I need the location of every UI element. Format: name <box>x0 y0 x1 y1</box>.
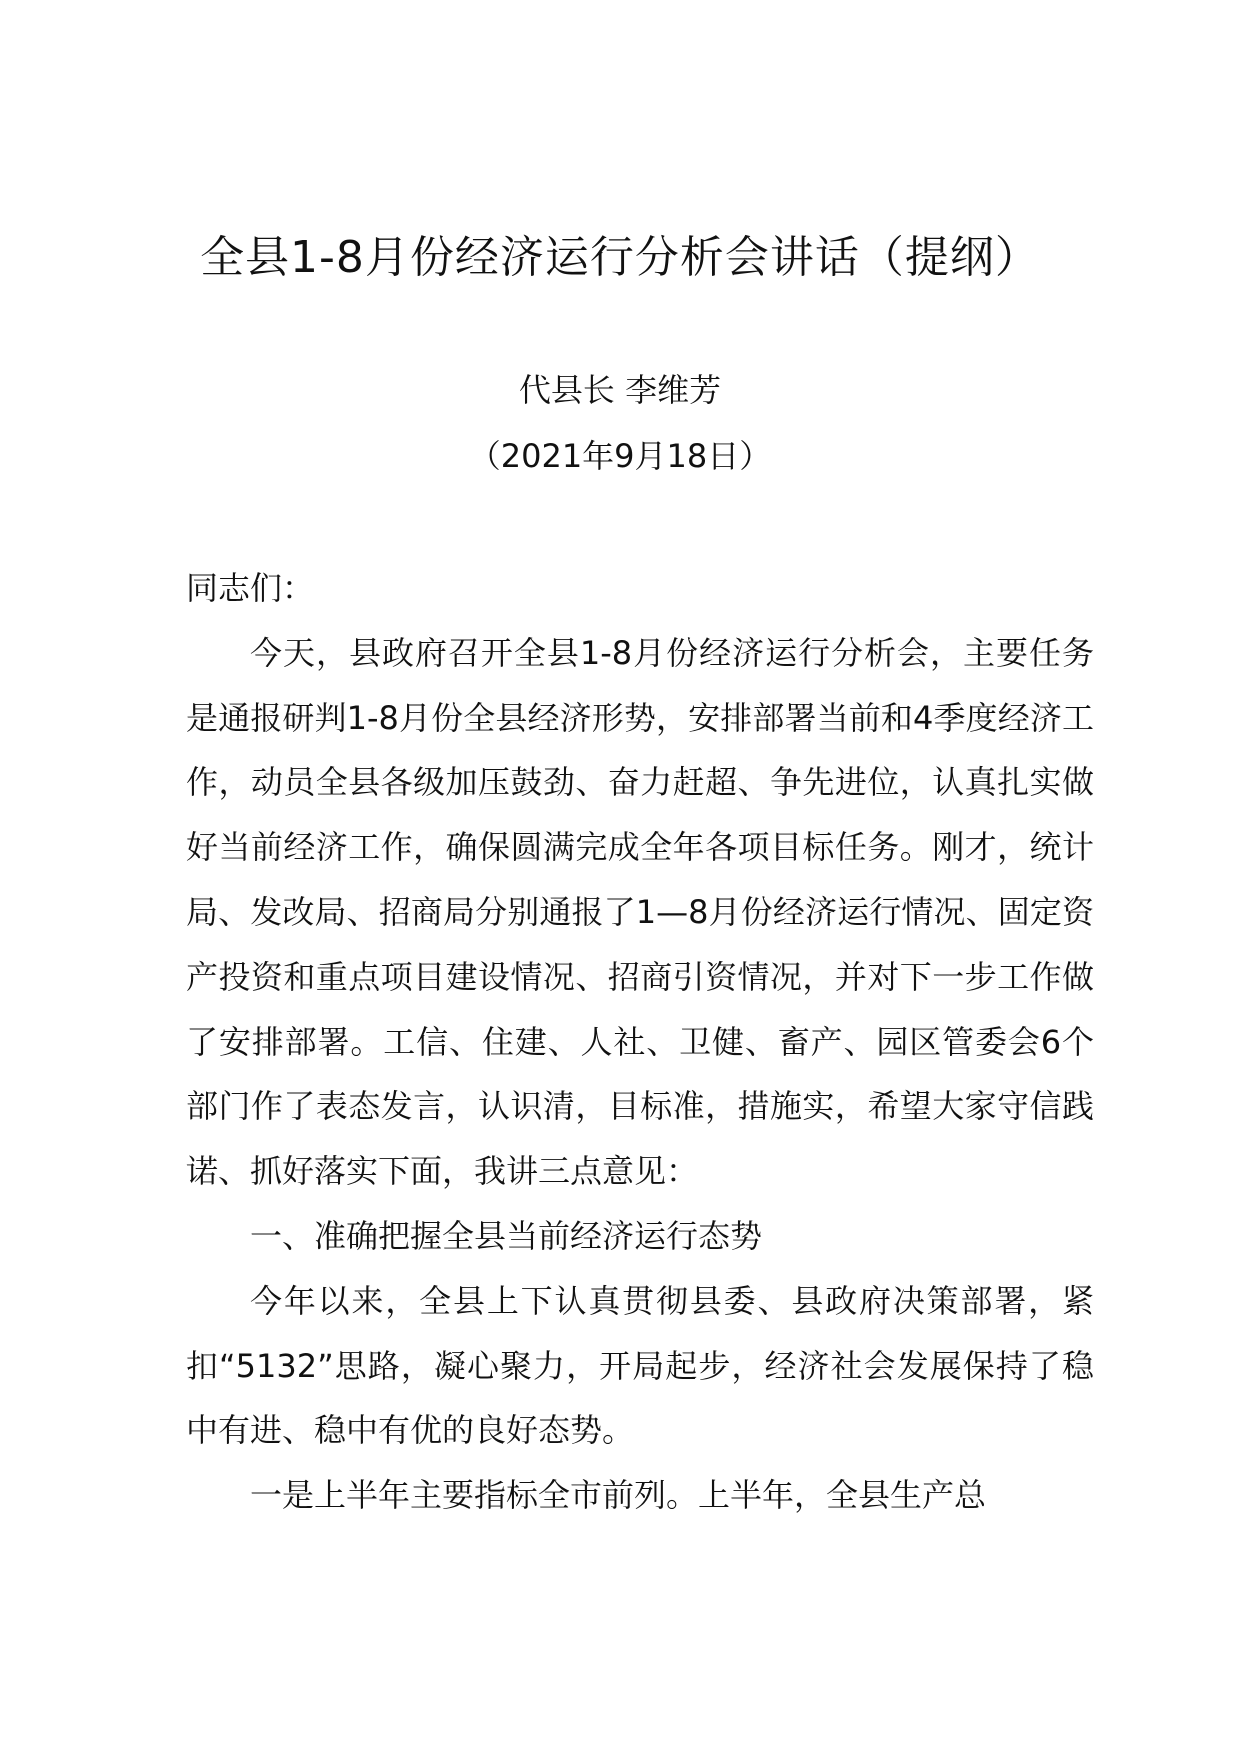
paragraph-point-one: 一是上半年主要指标全市前列。上半年，全县生产总 <box>250 1476 987 1515</box>
document-date: （2021年9月18日） <box>468 437 772 475</box>
document-author: 代县长 李维芳 <box>518 371 722 409</box>
salutation: 同志们： <box>186 569 315 607</box>
paragraph-overview: 今年以来，全县上下认真贯彻县委、县政府决策部署，紧扣“5132”思路，凝心聚力，开局起步，经济社会发展保持了稳中有进、稳中有优的良好态势。 <box>186 1281 1094 1450</box>
paragraph-intro: 今天，县政府召开全县1-8月份经济运行分析会，主要任务是通报研判1-8月份全县经济形势，安排部署当前和4季度经济工作，动员全县各级加压鼓劲、奋力赶超、争先进位，认真扎实做好当前经济工作，确保圆满完成全年各项目标任务。刚才，统计局、发改局、招商局分别通报了1—8月份经济运行情况、固定资产投资和重点项目建设情况、招商引资情况，并对下一步工作做了安排部署。工信、住建、人社、卫健、畜产、园区管委会6个部门作了表态发言，认识清，目标准，措施实，希望大家守信践诺、抓好落实下面，我讲三点意见： <box>186 633 1094 1191</box>
document-body <box>186 556 1094 1528</box>
section-heading-1: 一、准确把握全县当前经济运行态势 <box>250 1216 763 1255</box>
document-title: 全县1-8月份经济运行分析会讲话（提纲） <box>200 232 1040 283</box>
